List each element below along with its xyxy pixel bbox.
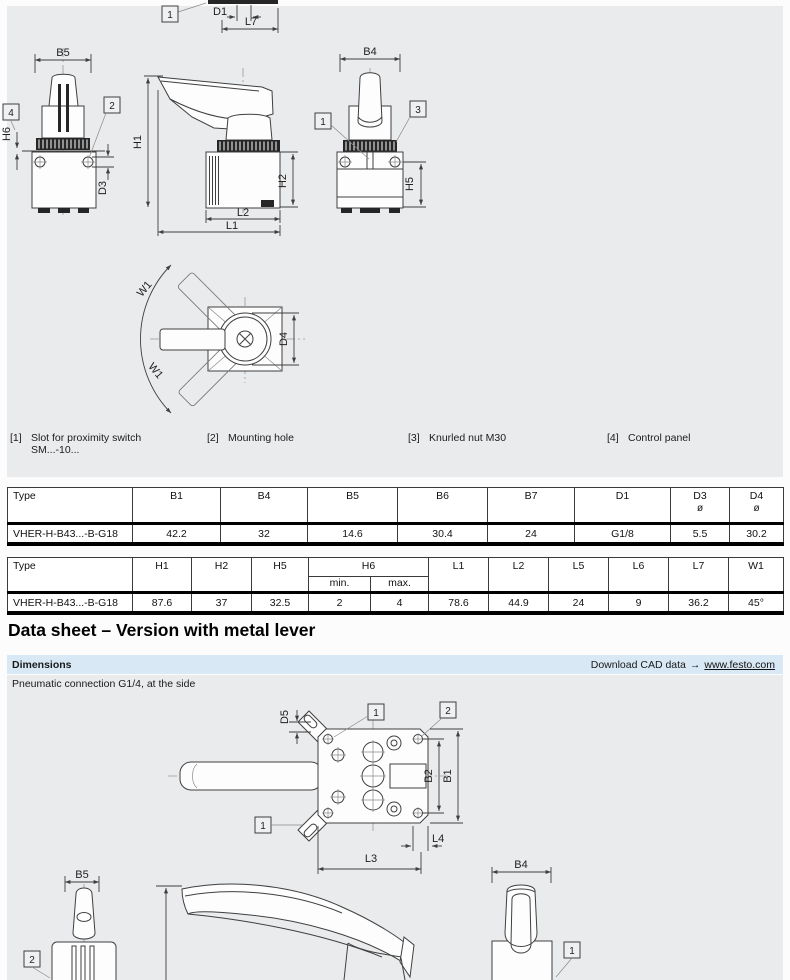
- dim-label-b2: B2: [423, 769, 435, 783]
- callout-1: 1: [167, 10, 173, 21]
- legend-num: [3]: [408, 432, 420, 444]
- front-view-slot: [315, 46, 426, 216]
- legend-item-1: [10, 432, 141, 456]
- table-row: [8, 524, 784, 545]
- legend-text-2: SM...-10...: [31, 444, 80, 456]
- col-header: B7: [488, 488, 575, 524]
- col-header: L1: [429, 558, 489, 593]
- front-view-metal-lever-b4: [492, 859, 580, 980]
- dim-label-l2: L2: [236, 207, 250, 219]
- dim-label-l1: L1: [225, 220, 239, 232]
- dim-label-b4: B4: [514, 859, 528, 871]
- value-cell: 9: [609, 593, 669, 614]
- col-header-type: Type: [8, 558, 133, 593]
- value-cell: 78.6: [429, 593, 489, 614]
- value-cell: 30.4: [398, 524, 488, 545]
- dim-label-b5: B5: [56, 47, 70, 59]
- value-cell: 32.5: [252, 593, 309, 614]
- dim-label-h6: H6: [1, 126, 13, 142]
- value-cell: 5.5: [671, 524, 730, 545]
- col-header-type: Type: [8, 488, 133, 524]
- legend-item-2: [207, 432, 294, 456]
- callout-1: 1: [260, 821, 266, 832]
- value-cell: 36.2: [669, 593, 729, 614]
- arrow-right-icon: →: [689, 658, 701, 671]
- legend-text-2: [429, 444, 506, 456]
- legend-item-3: [408, 432, 506, 456]
- callout-2: 2: [29, 955, 35, 966]
- callout-3: 3: [415, 105, 421, 116]
- value-cell: 4: [371, 593, 429, 614]
- top-view-flange: [168, 702, 463, 874]
- value-cell: 24: [549, 593, 609, 614]
- dim-label-l3: L3: [364, 853, 378, 865]
- legend-text-2: [228, 444, 294, 456]
- front-view-metal-lever-b5: [24, 869, 116, 980]
- section-heading: Data sheet – Version with metal lever: [8, 620, 316, 640]
- value-cell: 32: [221, 524, 308, 545]
- dim-label-l4: L4: [432, 833, 445, 845]
- col-header: B1: [133, 488, 221, 524]
- value-cell: 87.6: [133, 593, 192, 614]
- legend-text: Mounting hole: [228, 432, 294, 444]
- dimensions-table-hl: [7, 557, 784, 615]
- cad-download-label: Download CAD data: [590, 658, 686, 671]
- legend-item-4: [607, 432, 690, 456]
- dim-label-l7: L7: [244, 16, 258, 28]
- col-header: B5: [308, 488, 398, 524]
- col-header: D3 ø: [671, 488, 730, 524]
- value-cell: 30.2: [730, 524, 784, 545]
- dim-label-d1: D1: [213, 6, 228, 18]
- col-header: L6: [609, 558, 669, 593]
- cad-download: [591, 659, 775, 671]
- value-cell: 14.6: [308, 524, 398, 545]
- value-cell: 24: [488, 524, 575, 545]
- col-header: W1: [729, 558, 784, 593]
- value-cell: 44.9: [489, 593, 549, 614]
- pneumatic-connection-note: Pneumatic connection G1/4, at the side: [12, 678, 196, 690]
- col-subheader-min: min.: [309, 577, 371, 593]
- col-header: H5: [252, 558, 309, 593]
- callout-1: 1: [320, 117, 326, 128]
- side-view-metal-lever: [156, 884, 414, 980]
- callout-1: 1: [569, 946, 575, 957]
- col-header: H2: [192, 558, 252, 593]
- value-cell: 37: [192, 593, 252, 614]
- dim-label-b5: B5: [75, 869, 89, 881]
- callout-2: 2: [445, 706, 451, 717]
- col-header: L7: [669, 558, 729, 593]
- col-header: H1: [133, 558, 192, 593]
- dim-label-w1: W1: [145, 360, 166, 382]
- technical-drawing-bottom: [0, 675, 790, 980]
- col-subheader-max: max.: [371, 577, 429, 593]
- dim-label-w1: W1: [134, 278, 155, 300]
- dim-label-h5: H5: [404, 176, 416, 192]
- dimensions-table-bd: [7, 487, 784, 546]
- top-view-swivel: [135, 265, 305, 413]
- legend-num: [4]: [607, 432, 619, 444]
- callout-4: 4: [8, 108, 14, 119]
- type-cell: VHER-H-B43...-B-G18: [8, 524, 133, 545]
- col-header: B4: [221, 488, 308, 524]
- legend-num: [1]: [10, 432, 22, 444]
- dim-label-d3: D3: [97, 180, 109, 196]
- value-cell: 45°: [729, 593, 784, 614]
- type-cell: VHER-H-B43...-B-G18: [8, 593, 133, 614]
- dim-label-d4: D4: [278, 331, 290, 347]
- front-view-knob: [1, 47, 120, 216]
- table-row: [8, 593, 784, 614]
- cutoff-top-view: [162, 0, 278, 33]
- col-header: L5: [549, 558, 609, 593]
- legend-text: Control panel: [628, 432, 691, 444]
- festo-link[interactable]: www.festo.com: [704, 658, 775, 671]
- dim-label-d5: D5: [279, 709, 291, 725]
- dim-label-b1: B1: [442, 769, 454, 783]
- callout-1: 1: [373, 708, 379, 719]
- col-header: D1: [575, 488, 671, 524]
- dim-label-b4: B4: [363, 46, 377, 58]
- col-header: L2: [489, 558, 549, 593]
- value-cell: 2: [309, 593, 371, 614]
- col-header: D4 ø: [730, 488, 784, 524]
- col-header-h6: H6: [309, 558, 429, 577]
- dim-label-h1: H1: [132, 134, 144, 150]
- dimensions-bar-title: Dimensions: [12, 658, 72, 671]
- legend-text-2: [628, 444, 690, 456]
- legend-text: Knurled nut M30: [429, 432, 507, 444]
- dimensions-bar: [7, 655, 783, 674]
- value-cell: G1/8: [575, 524, 671, 545]
- technical-drawing-top: [0, 0, 790, 477]
- col-header: B6: [398, 488, 488, 524]
- legend-num: [2]: [207, 432, 219, 444]
- value-cell: 42.2: [133, 524, 221, 545]
- dim-label-h2: H2: [277, 173, 289, 189]
- callout-2: 2: [109, 101, 115, 112]
- side-view-lever: [132, 68, 298, 236]
- legend-text: Slot for proximity switch: [31, 432, 142, 444]
